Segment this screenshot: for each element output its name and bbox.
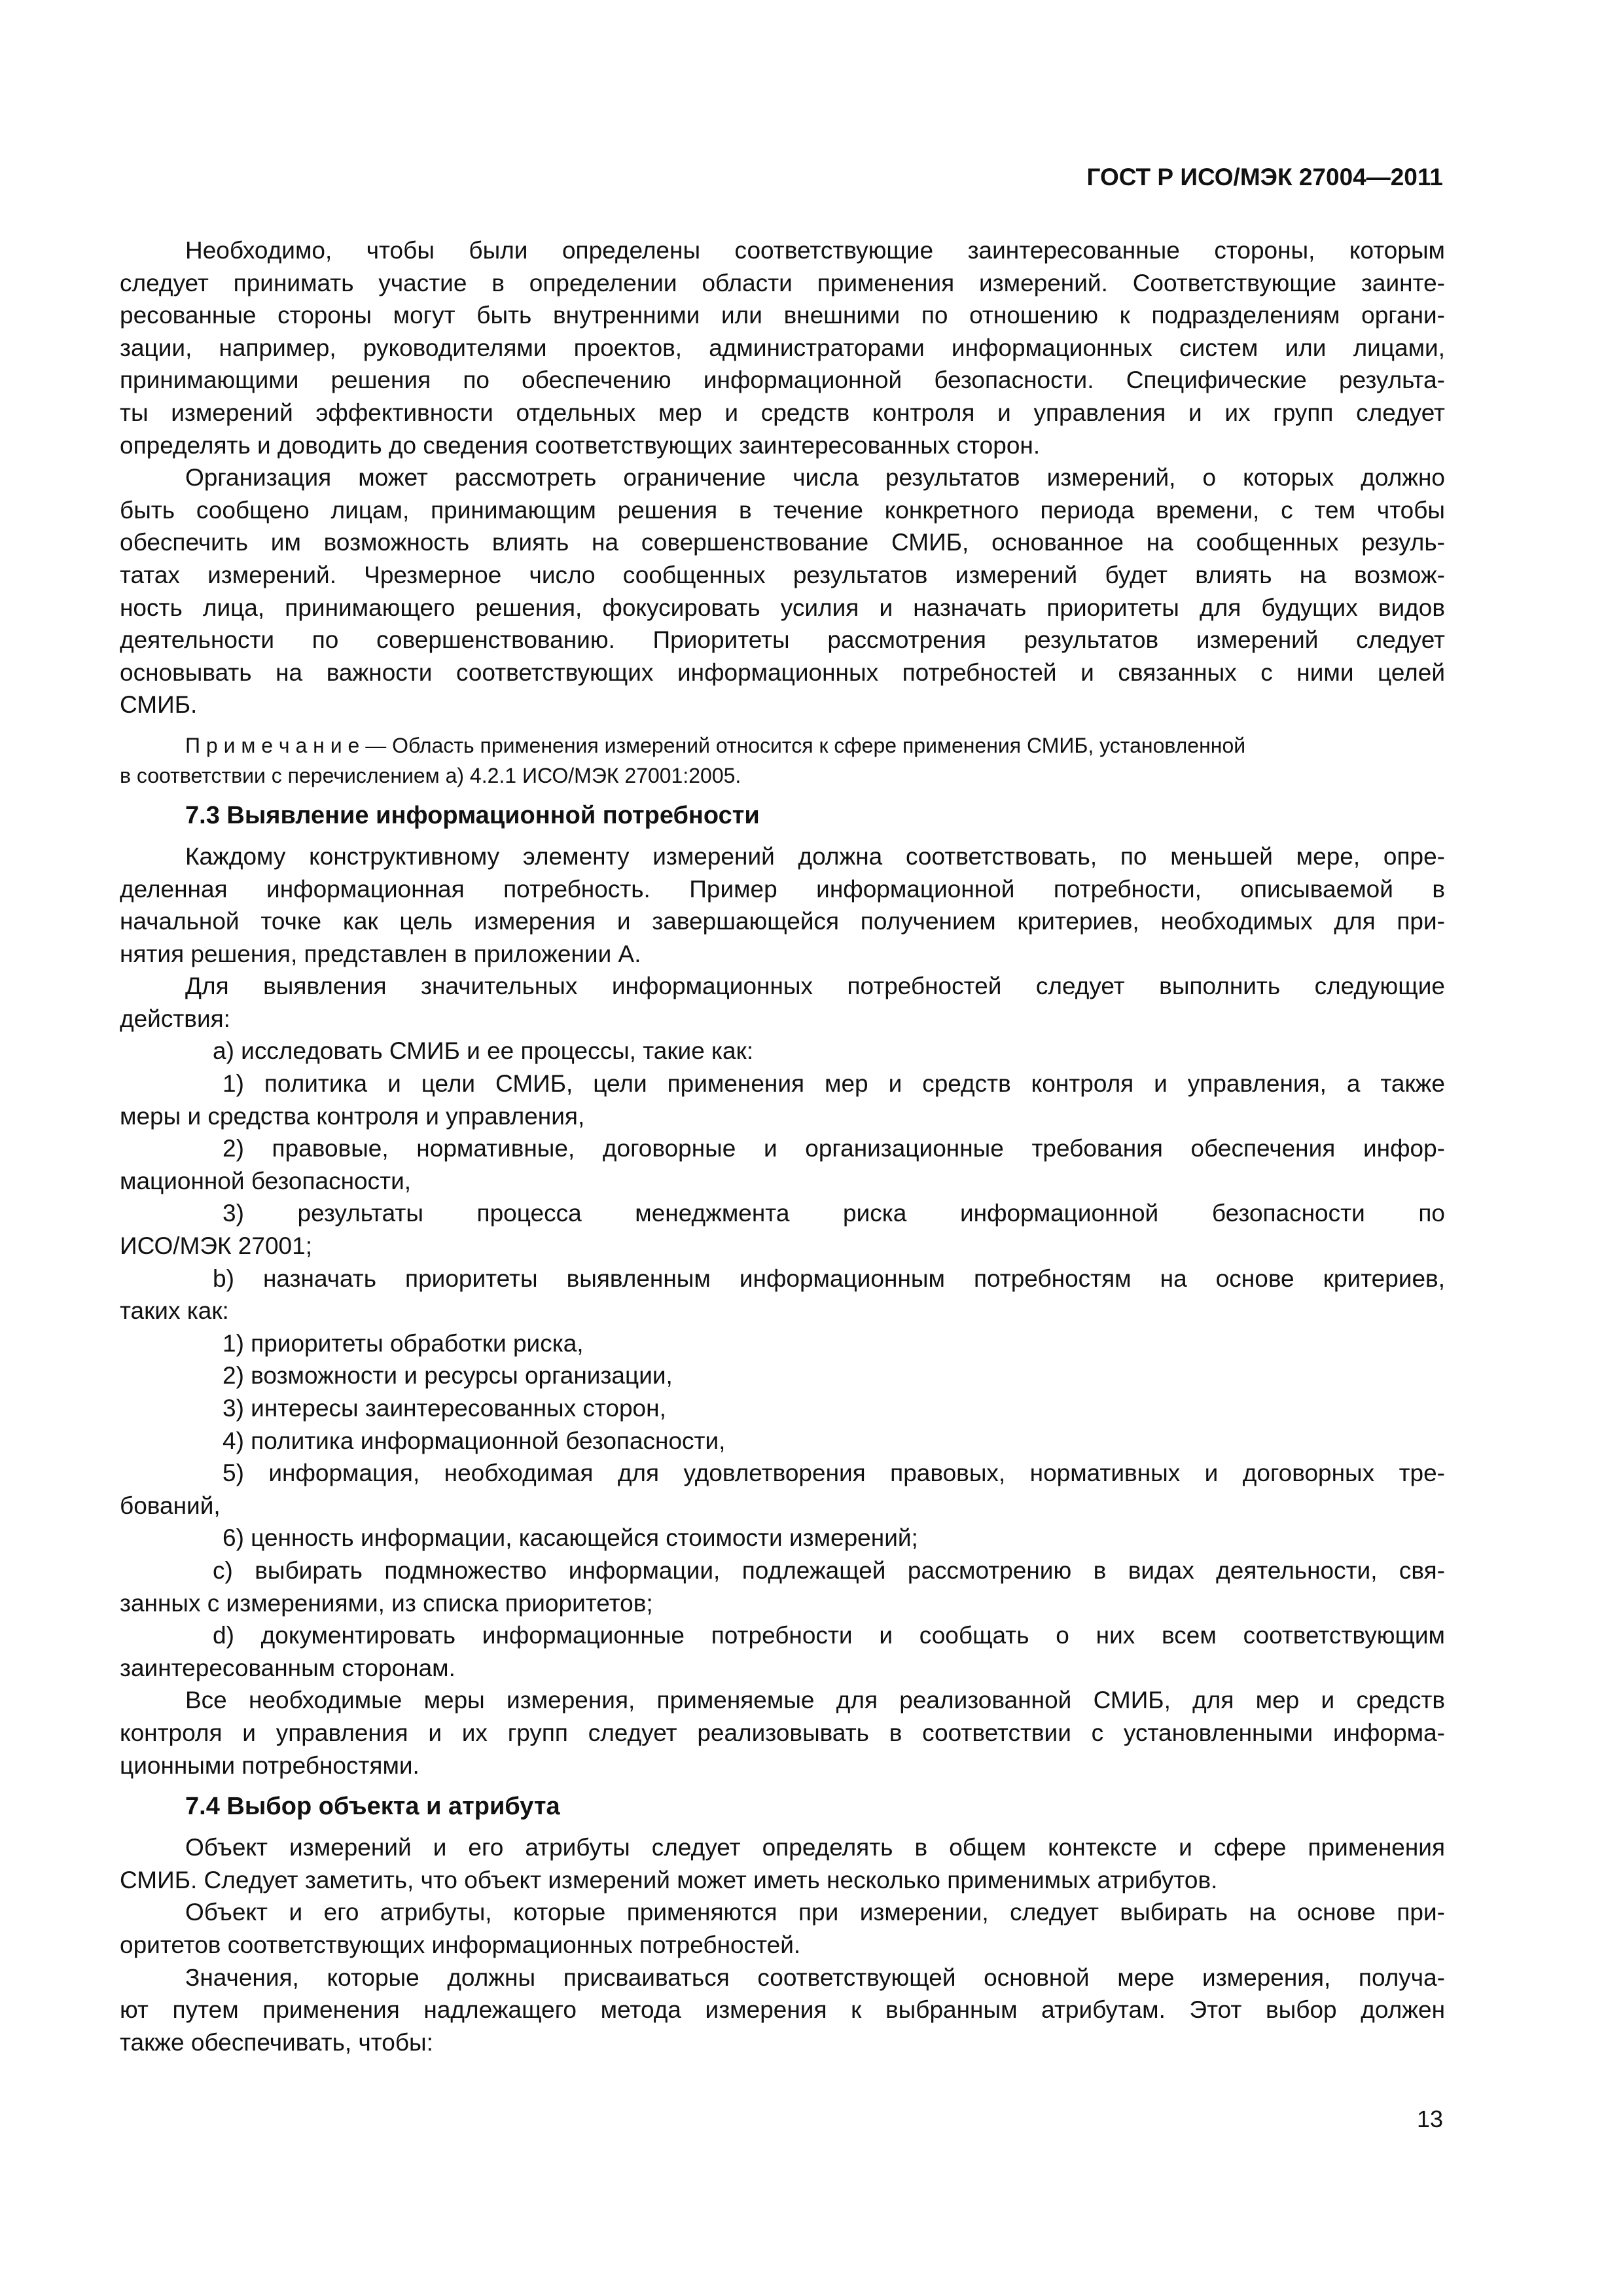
list-item-b <box>120 1263 1445 1327</box>
section-heading-7-4: 7.4 Выбор объекта и атрибута <box>185 1793 560 1821</box>
text-line: Каждому конструктивному элементу измерений должна соответствовать, по меньшей мере, опре- <box>185 842 1445 870</box>
list-item-c <box>120 1554 1445 1619</box>
text-line: также обеспечивать, чтобы: <box>120 2028 433 2056</box>
text-line: оритетов соответствующих информационных потребностей. <box>120 1931 801 1958</box>
text-line: быть сообщено лицам, принимающим решения в течение конкретного периода времени, с тем чтобы <box>120 496 1445 524</box>
text-line: 3) результаты процесса менеджмента риска информационной безопасности по <box>223 1200 1445 1227</box>
text-line: Организация может рассмотреть ограничение числа результатов измерений, о которых должно <box>185 464 1445 492</box>
text-line: 2) правовые, нормативные, договорные и организационные требования обеспечения инфор- <box>223 1135 1445 1162</box>
spacer <box>120 721 1445 730</box>
text-line: Все необходимые меры измерения, применяемые для реализованной СМИБ, для мер и средств <box>185 1687 1445 1714</box>
list-item-b3: 3) интересы заинтересованных сторон, <box>223 1395 666 1422</box>
text-line: заинтересованным сторонам. <box>120 1654 455 1681</box>
list-item-a3 <box>120 1197 1445 1262</box>
text-line: ты измерений эффективности отдельных мер и средств контроля и управления и их групп следует <box>120 399 1445 426</box>
note-block <box>120 730 1445 791</box>
text-line: 1) политика и цели СМИБ, цели применения мер и средств контроля и управления, а также <box>223 1070 1445 1098</box>
section-heading-7-3: 7.3 Выявление информационной потребности <box>185 801 760 829</box>
text-line: b) назначать приоритеты выявленным информационным потребностям на основе критериев, <box>213 1265 1445 1292</box>
text-line: СМИБ. Следует заметить, что объект измерений может иметь несколько применимых атрибутов. <box>120 1866 1218 1893</box>
text-line: мационной безопасности, <box>120 1167 412 1194</box>
text-line: 5) информация, необходимая для удовлетворения правовых, нормативных и договорных тре- <box>223 1460 1445 1487</box>
list-item-a: а) исследовать СМИБ и ее процессы, такие как: <box>213 1037 754 1065</box>
text-line: ИСО/МЭК 27001; <box>120 1232 312 1260</box>
list-item-a1 <box>120 1067 1445 1132</box>
text-line: действия: <box>120 1005 230 1032</box>
paragraph-base-measure-values <box>120 1962 1445 2059</box>
text-line: ют путем применения надлежащего метода измерения к выбранным атрибутам. Этот выбор должен <box>120 1996 1445 2024</box>
paragraph-stakeholders <box>120 234 1445 461</box>
list-item-a2 <box>120 1132 1445 1197</box>
text-line: ционными потребностями. <box>120 1751 419 1779</box>
text-line: Объект и его атрибуты, которые применяются при измерении, следует выбирать на основе при- <box>185 1899 1445 1926</box>
paragraph-actions-intro <box>120 970 1445 1035</box>
list-item-d <box>120 1619 1445 1684</box>
text-line: деятельности по совершенствованию. Приоритеты рассмотрения результатов измерений следует <box>120 626 1445 654</box>
paragraph-information-need <box>120 840 1445 970</box>
text-line: Необходимо, чтобы были определены соответствующие заинтересованные стороны, которым <box>185 237 1445 264</box>
paragraph-object-attributes <box>120 1831 1445 1896</box>
text-line: принимающими решения по обеспечению информационной безопасности. Специфические результа- <box>120 367 1445 394</box>
text-line: начальной точке как цель измерения и завершающейся получением критериев, необходимых для при- <box>120 908 1445 935</box>
text-line: ресованные стороны могут быть внутренними или внешними по отношению к подразделениям органи- <box>120 302 1445 329</box>
list-item-b2: 2) возможности и ресурсы организации, <box>223 1362 673 1390</box>
text-line: Значения, которые должны присваиваться соответствующей основной мере измерения, получа- <box>185 1964 1445 1991</box>
text-line: зации, например, руководителями проектов, администраторами информационных систем или лицами, <box>120 334 1445 361</box>
document-body <box>120 234 1445 2058</box>
text-line: с) выбирать подмножество информации, подлежащей рассмотрению в видах деятельности, свя- <box>213 1556 1445 1584</box>
spacer <box>120 835 1445 840</box>
spacer <box>120 1782 1445 1787</box>
paragraph-measures-implementation <box>120 1684 1445 1782</box>
list-item-b6: 6) ценность информации, касающейся стоимости измерений; <box>223 1524 918 1552</box>
text-line: Объект измерений и его атрибуты следует определять в общем контексте и сфере применения <box>185 1834 1445 1861</box>
list-item-b4: 4) политика информационной безопасности, <box>223 1427 726 1454</box>
text-line: бований, <box>120 1492 221 1519</box>
text-line: основывать на важности соответствующих информационных потребностей и связанных с ними целей <box>120 658 1445 686</box>
note-line: в соответствии с перечислением а) 4.2.1 ИСО/МЭК 27001:2005. <box>120 763 741 787</box>
text-line: татах измерений. Чрезмерное число сообщенных результатов измерений будет влиять на возмож- <box>120 561 1445 588</box>
list-item-b1: 1) приоритеты обработки риска, <box>223 1329 584 1357</box>
text-line: деленная информационная потребность. Пример информационной потребности, описываемой в <box>120 875 1445 903</box>
text-line: СМИБ. <box>120 691 198 719</box>
note-label: П р и м е ч а н и е <box>185 733 360 757</box>
text-line: контроля и управления и их групп следует реализовывать в соответствии с установленными информа- <box>120 1719 1445 1746</box>
text-line: нятия решения, представлен в приложении А. <box>120 940 641 967</box>
spacer <box>120 791 1445 796</box>
list-item-b5 <box>120 1457 1445 1522</box>
text-line: Для выявления значительных информационных потребностей следует выполнить следующие <box>185 973 1445 1000</box>
text-line: меры и средства контроля и управления, <box>120 1102 585 1130</box>
note-text: — Область применения измерений относится к сфере применения СМИБ, установленной <box>359 733 1246 757</box>
text-line: таких как: <box>120 1297 229 1325</box>
text-line: ность лица, принимающего решения, фокусировать усилия и назначать приоритеты для будущих видов <box>120 594 1445 621</box>
text-line: обеспечить им возможность влиять на совершенствование СМИБ, основанное на сообщенных резуль- <box>120 529 1445 556</box>
text-line: d) документировать информационные потребности и сообщать о них всем соответствующим <box>213 1622 1445 1649</box>
text-line: занных с измерениями, из списка приоритетов; <box>120 1589 653 1617</box>
paragraph-attribute-selection <box>120 1896 1445 1961</box>
page-number: 13 <box>1416 2106 1443 2132</box>
spacer <box>120 1826 1445 1831</box>
note-line <box>120 730 1445 761</box>
standard-designation-header: ГОСТ Р ИСО/МЭК 27004—2011 <box>1086 164 1443 190</box>
text-line: следует принимать участие в определении области применения измерений. Соответствующие заинте- <box>120 269 1445 296</box>
text-line: определять и доводить до сведения соответствующих заинтересованных сторон. <box>120 431 1041 459</box>
paragraph-reporting-limit <box>120 461 1445 721</box>
